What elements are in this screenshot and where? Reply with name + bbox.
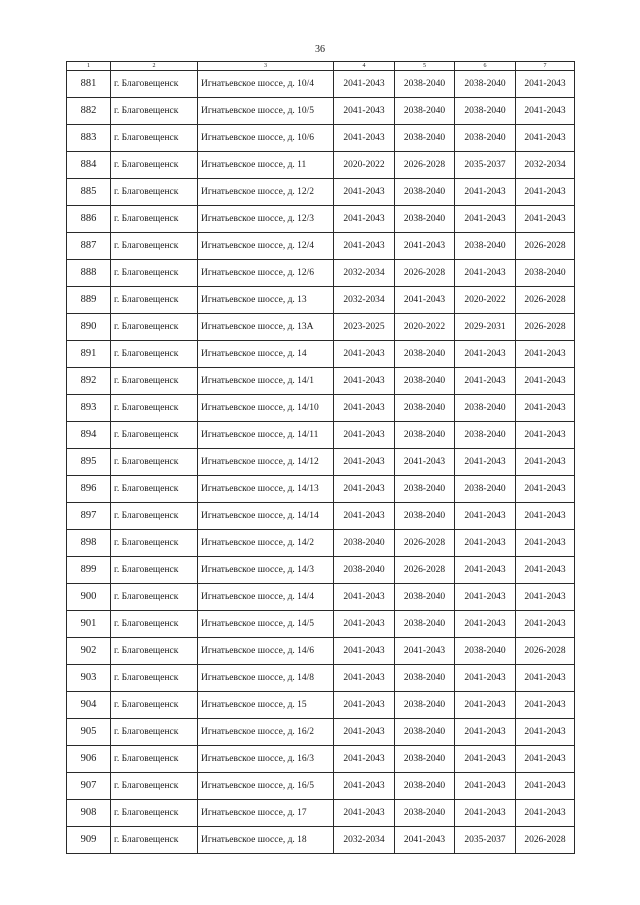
period-cell: 2041-2043 xyxy=(516,611,575,638)
period-cell: 2041-2043 xyxy=(455,179,516,206)
address-cell: Игнатьевское шоссе, д. 10/4 xyxy=(198,71,334,98)
row-number-cell: 899 xyxy=(67,557,111,584)
period-cell: 2041-2043 xyxy=(455,746,516,773)
period-cell: 2026-2028 xyxy=(516,287,575,314)
city-cell: г. Благовещенск xyxy=(111,476,198,503)
row-number-cell: 885 xyxy=(67,179,111,206)
period-cell: 2038-2040 xyxy=(455,638,516,665)
period-cell: 2032-2034 xyxy=(334,260,395,287)
row-number-cell: 894 xyxy=(67,422,111,449)
period-cell: 2041-2043 xyxy=(455,503,516,530)
address-cell: Игнатьевское шоссе, д. 16/2 xyxy=(198,719,334,746)
period-cell: 2038-2040 xyxy=(395,476,455,503)
address-cell: Игнатьевское шоссе, д. 12/2 xyxy=(198,179,334,206)
city-cell: г. Благовещенск xyxy=(111,800,198,827)
address-cell: Игнатьевское шоссе, д. 14/3 xyxy=(198,557,334,584)
table-row xyxy=(67,260,575,287)
period-cell: 2032-2034 xyxy=(334,287,395,314)
period-cell: 2038-2040 xyxy=(395,503,455,530)
period-cell: 2020-2022 xyxy=(455,287,516,314)
table-row xyxy=(67,98,575,125)
period-cell: 2041-2043 xyxy=(516,449,575,476)
period-cell: 2041-2043 xyxy=(455,557,516,584)
period-cell: 2038-2040 xyxy=(395,179,455,206)
period-cell: 2038-2040 xyxy=(455,71,516,98)
address-cell: Игнатьевское шоссе, д. 17 xyxy=(198,800,334,827)
row-number-cell: 888 xyxy=(67,260,111,287)
table-row xyxy=(67,314,575,341)
row-number-cell: 906 xyxy=(67,746,111,773)
period-cell: 2020-2022 xyxy=(334,152,395,179)
table-row xyxy=(67,179,575,206)
row-number-cell: 881 xyxy=(67,71,111,98)
column-1-header: 1 xyxy=(67,62,111,71)
period-cell: 2041-2043 xyxy=(455,368,516,395)
period-cell: 2038-2040 xyxy=(334,557,395,584)
period-cell: 2038-2040 xyxy=(334,530,395,557)
period-cell: 2038-2040 xyxy=(395,665,455,692)
period-cell: 2041-2043 xyxy=(334,341,395,368)
period-cell: 2041-2043 xyxy=(334,206,395,233)
row-number-cell: 900 xyxy=(67,584,111,611)
table-row xyxy=(67,152,575,179)
row-number-cell: 886 xyxy=(67,206,111,233)
period-cell: 2038-2040 xyxy=(395,341,455,368)
period-cell: 2041-2043 xyxy=(516,719,575,746)
period-cell: 2038-2040 xyxy=(455,422,516,449)
city-cell: г. Благовещенск xyxy=(111,179,198,206)
address-cell: Игнатьевское шоссе, д. 14/11 xyxy=(198,422,334,449)
period-cell: 2041-2043 xyxy=(516,368,575,395)
period-cell: 2041-2043 xyxy=(395,638,455,665)
period-cell: 2041-2043 xyxy=(334,665,395,692)
period-cell: 2038-2040 xyxy=(395,206,455,233)
row-number-cell: 884 xyxy=(67,152,111,179)
period-cell: 2026-2028 xyxy=(516,233,575,260)
table-row xyxy=(67,584,575,611)
row-number-cell: 893 xyxy=(67,395,111,422)
city-cell: г. Благовещенск xyxy=(111,314,198,341)
address-cell: Игнатьевское шоссе, д. 14/6 xyxy=(198,638,334,665)
city-cell: г. Благовещенск xyxy=(111,233,198,260)
address-cell: Игнатьевское шоссе, д. 15 xyxy=(198,692,334,719)
column-4-header: 4 xyxy=(334,62,395,71)
period-cell: 2041-2043 xyxy=(516,422,575,449)
table-row xyxy=(67,206,575,233)
period-cell: 2038-2040 xyxy=(395,422,455,449)
period-cell: 2038-2040 xyxy=(395,719,455,746)
period-cell: 2041-2043 xyxy=(334,71,395,98)
period-cell: 2041-2043 xyxy=(516,395,575,422)
period-cell: 2029-2031 xyxy=(455,314,516,341)
city-cell: г. Благовещенск xyxy=(111,449,198,476)
address-cell: Игнатьевское шоссе, д. 14/1 xyxy=(198,368,334,395)
city-cell: г. Благовещенск xyxy=(111,557,198,584)
header-row xyxy=(67,62,575,71)
table-row xyxy=(67,692,575,719)
period-cell: 2041-2043 xyxy=(334,449,395,476)
period-cell: 2038-2040 xyxy=(395,368,455,395)
row-number-cell: 902 xyxy=(67,638,111,665)
address-cell: Игнатьевское шоссе, д. 12/4 xyxy=(198,233,334,260)
period-cell: 2041-2043 xyxy=(516,341,575,368)
period-cell: 2041-2043 xyxy=(455,341,516,368)
address-cell: Игнатьевское шоссе, д. 14/8 xyxy=(198,665,334,692)
period-cell: 2041-2043 xyxy=(334,233,395,260)
table-row xyxy=(67,800,575,827)
period-cell: 2038-2040 xyxy=(395,71,455,98)
table-row xyxy=(67,557,575,584)
period-cell: 2026-2028 xyxy=(516,827,575,854)
row-number-cell: 905 xyxy=(67,719,111,746)
address-cell: Игнатьевское шоссе, д. 14/5 xyxy=(198,611,334,638)
period-cell: 2038-2040 xyxy=(455,476,516,503)
table-row xyxy=(67,503,575,530)
period-cell: 2038-2040 xyxy=(395,584,455,611)
address-cell: Игнатьевское шоссе, д. 16/3 xyxy=(198,746,334,773)
city-cell: г. Благовещенск xyxy=(111,395,198,422)
address-cell: Игнатьевское шоссе, д. 14/4 xyxy=(198,584,334,611)
period-cell: 2026-2028 xyxy=(395,260,455,287)
city-cell: г. Благовещенск xyxy=(111,287,198,314)
period-cell: 2041-2043 xyxy=(455,584,516,611)
period-cell: 2041-2043 xyxy=(516,584,575,611)
table-row xyxy=(67,530,575,557)
period-cell: 2026-2028 xyxy=(516,314,575,341)
row-number-cell: 890 xyxy=(67,314,111,341)
period-cell: 2041-2043 xyxy=(334,476,395,503)
period-cell: 2041-2043 xyxy=(516,800,575,827)
row-number-cell: 892 xyxy=(67,368,111,395)
address-cell: Игнатьевское шоссе, д. 16/5 xyxy=(198,773,334,800)
city-cell: г. Благовещенск xyxy=(111,746,198,773)
city-cell: г. Благовещенск xyxy=(111,827,198,854)
period-cell: 2038-2040 xyxy=(395,611,455,638)
address-cell: Игнатьевское шоссе, д. 13А xyxy=(198,314,334,341)
period-cell: 2041-2043 xyxy=(334,98,395,125)
period-cell: 2041-2043 xyxy=(516,476,575,503)
period-cell: 2026-2028 xyxy=(395,557,455,584)
period-cell: 2026-2028 xyxy=(395,152,455,179)
table-row xyxy=(67,476,575,503)
period-cell: 2041-2043 xyxy=(516,503,575,530)
city-cell: г. Благовещенск xyxy=(111,422,198,449)
address-cell: Игнатьевское шоссе, д. 14 xyxy=(198,341,334,368)
city-cell: г. Благовещенск xyxy=(111,98,198,125)
address-cell: Игнатьевское шоссе, д. 14/13 xyxy=(198,476,334,503)
period-cell: 2041-2043 xyxy=(516,71,575,98)
period-cell: 2038-2040 xyxy=(455,125,516,152)
period-cell: 2041-2043 xyxy=(334,746,395,773)
period-cell: 2041-2043 xyxy=(455,611,516,638)
period-cell: 2041-2043 xyxy=(516,206,575,233)
period-cell: 2038-2040 xyxy=(455,233,516,260)
period-cell: 2041-2043 xyxy=(334,773,395,800)
period-cell: 2041-2043 xyxy=(455,800,516,827)
row-number-cell: 882 xyxy=(67,98,111,125)
period-cell: 2038-2040 xyxy=(395,800,455,827)
period-cell: 2041-2043 xyxy=(334,503,395,530)
period-cell: 2038-2040 xyxy=(455,98,516,125)
table-header xyxy=(67,62,575,71)
period-cell: 2041-2043 xyxy=(334,368,395,395)
table-row xyxy=(67,125,575,152)
period-cell: 2041-2043 xyxy=(516,530,575,557)
row-number-cell: 883 xyxy=(67,125,111,152)
period-cell: 2041-2043 xyxy=(516,692,575,719)
period-cell: 2041-2043 xyxy=(334,611,395,638)
page-number: 36 xyxy=(315,44,325,55)
period-cell: 2041-2043 xyxy=(455,692,516,719)
period-cell: 2041-2043 xyxy=(516,746,575,773)
period-cell: 2041-2043 xyxy=(395,827,455,854)
table-row xyxy=(67,395,575,422)
row-number-cell: 903 xyxy=(67,665,111,692)
period-cell: 2041-2043 xyxy=(334,800,395,827)
period-cell: 2041-2043 xyxy=(455,719,516,746)
period-cell: 2038-2040 xyxy=(395,692,455,719)
city-cell: г. Благовещенск xyxy=(111,71,198,98)
table-row xyxy=(67,287,575,314)
period-cell: 2035-2037 xyxy=(455,827,516,854)
period-cell: 2041-2043 xyxy=(334,395,395,422)
city-cell: г. Благовещенск xyxy=(111,719,198,746)
column-7-header: 7 xyxy=(516,62,575,71)
city-cell: г. Благовещенск xyxy=(111,638,198,665)
table-row xyxy=(67,719,575,746)
table-row xyxy=(67,341,575,368)
column-2-header: 2 xyxy=(111,62,198,71)
period-cell: 2041-2043 xyxy=(334,638,395,665)
period-cell: 2041-2043 xyxy=(395,449,455,476)
period-cell: 2041-2043 xyxy=(334,125,395,152)
table-row xyxy=(67,665,575,692)
table-row xyxy=(67,233,575,260)
period-cell: 2023-2025 xyxy=(334,314,395,341)
period-cell: 2038-2040 xyxy=(395,746,455,773)
address-cell: Игнатьевское шоссе, д. 10/6 xyxy=(198,125,334,152)
repair-schedule-table xyxy=(66,61,575,854)
address-cell: Игнатьевское шоссе, д. 14/12 xyxy=(198,449,334,476)
period-cell: 2032-2034 xyxy=(334,827,395,854)
city-cell: г. Благовещенск xyxy=(111,773,198,800)
city-cell: г. Благовещенск xyxy=(111,341,198,368)
row-number-cell: 907 xyxy=(67,773,111,800)
table-row xyxy=(67,611,575,638)
period-cell: 2041-2043 xyxy=(516,773,575,800)
period-cell: 2041-2043 xyxy=(516,179,575,206)
city-cell: г. Благовещенск xyxy=(111,584,198,611)
row-number-cell: 901 xyxy=(67,611,111,638)
period-cell: 2026-2028 xyxy=(395,530,455,557)
period-cell: 2041-2043 xyxy=(516,98,575,125)
period-cell: 2038-2040 xyxy=(395,98,455,125)
period-cell: 2038-2040 xyxy=(395,395,455,422)
address-cell: Игнатьевское шоссе, д. 12/3 xyxy=(198,206,334,233)
period-cell: 2020-2022 xyxy=(395,314,455,341)
row-number-cell: 895 xyxy=(67,449,111,476)
row-number-cell: 904 xyxy=(67,692,111,719)
period-cell: 2041-2043 xyxy=(455,260,516,287)
row-number-cell: 898 xyxy=(67,530,111,557)
period-cell: 2038-2040 xyxy=(395,773,455,800)
period-cell: 2041-2043 xyxy=(395,233,455,260)
row-number-cell: 891 xyxy=(67,341,111,368)
row-number-cell: 909 xyxy=(67,827,111,854)
period-cell: 2041-2043 xyxy=(334,179,395,206)
period-cell: 2026-2028 xyxy=(516,638,575,665)
address-cell: Игнатьевское шоссе, д. 18 xyxy=(198,827,334,854)
row-number-cell: 889 xyxy=(67,287,111,314)
period-cell: 2041-2043 xyxy=(455,206,516,233)
period-cell: 2041-2043 xyxy=(455,665,516,692)
address-cell: Игнатьевское шоссе, д. 10/5 xyxy=(198,98,334,125)
address-cell: Игнатьевское шоссе, д. 14/2 xyxy=(198,530,334,557)
row-number-cell: 896 xyxy=(67,476,111,503)
table-row xyxy=(67,773,575,800)
period-cell: 2032-2034 xyxy=(516,152,575,179)
city-cell: г. Благовещенск xyxy=(111,530,198,557)
period-cell: 2041-2043 xyxy=(455,773,516,800)
table-body xyxy=(67,71,575,854)
period-cell: 2041-2043 xyxy=(455,530,516,557)
row-number-cell: 908 xyxy=(67,800,111,827)
city-cell: г. Благовещенск xyxy=(111,260,198,287)
city-cell: г. Благовещенск xyxy=(111,611,198,638)
address-cell: Игнатьевское шоссе, д. 14/10 xyxy=(198,395,334,422)
city-cell: г. Благовещенск xyxy=(111,152,198,179)
city-cell: г. Благовещенск xyxy=(111,665,198,692)
table-row xyxy=(67,827,575,854)
table-row xyxy=(67,449,575,476)
address-cell: Игнатьевское шоссе, д. 12/6 xyxy=(198,260,334,287)
period-cell: 2038-2040 xyxy=(395,125,455,152)
period-cell: 2041-2043 xyxy=(516,665,575,692)
column-3-header: 3 xyxy=(198,62,334,71)
table-row xyxy=(67,368,575,395)
table-row xyxy=(67,422,575,449)
period-cell: 2041-2043 xyxy=(455,449,516,476)
city-cell: г. Благовещенск xyxy=(111,206,198,233)
period-cell: 2038-2040 xyxy=(516,260,575,287)
row-number-cell: 897 xyxy=(67,503,111,530)
period-cell: 2041-2043 xyxy=(516,125,575,152)
period-cell: 2041-2043 xyxy=(516,557,575,584)
table-row xyxy=(67,638,575,665)
period-cell: 2041-2043 xyxy=(334,584,395,611)
city-cell: г. Благовещенск xyxy=(111,692,198,719)
row-number-cell: 887 xyxy=(67,233,111,260)
table-row xyxy=(67,71,575,98)
address-cell: Игнатьевское шоссе, д. 14/14 xyxy=(198,503,334,530)
city-cell: г. Благовещенск xyxy=(111,503,198,530)
period-cell: 2041-2043 xyxy=(334,692,395,719)
address-cell: Игнатьевское шоссе, д. 11 xyxy=(198,152,334,179)
period-cell: 2041-2043 xyxy=(334,422,395,449)
column-6-header: 6 xyxy=(455,62,516,71)
city-cell: г. Благовещенск xyxy=(111,125,198,152)
column-5-header: 5 xyxy=(395,62,455,71)
period-cell: 2041-2043 xyxy=(395,287,455,314)
period-cell: 2035-2037 xyxy=(455,152,516,179)
period-cell: 2041-2043 xyxy=(334,719,395,746)
address-cell: Игнатьевское шоссе, д. 13 xyxy=(198,287,334,314)
period-cell: 2038-2040 xyxy=(455,395,516,422)
city-cell: г. Благовещенск xyxy=(111,368,198,395)
table-row xyxy=(67,746,575,773)
